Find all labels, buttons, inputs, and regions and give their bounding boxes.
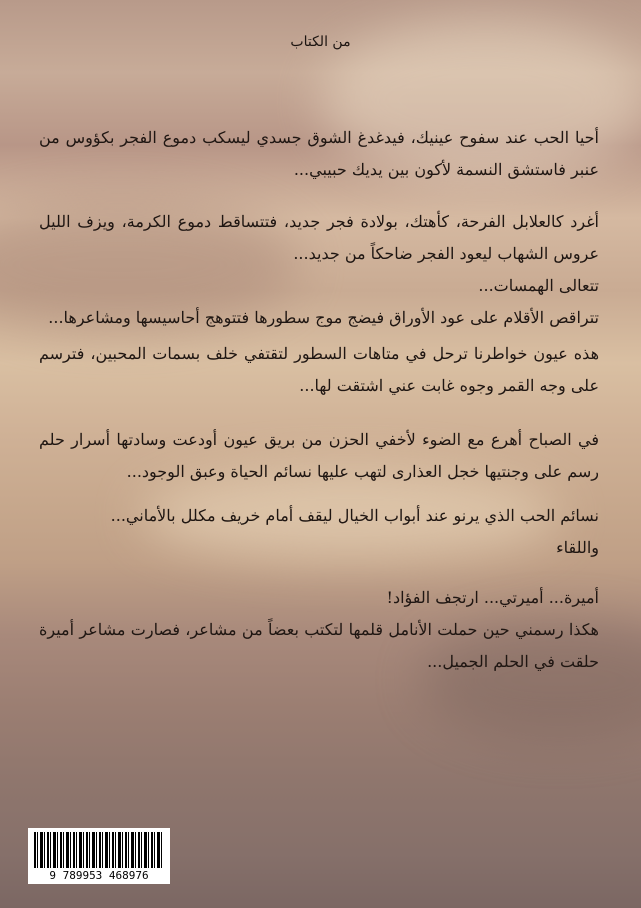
section-heading: من الكتاب	[290, 34, 351, 50]
isbn-barcode	[28, 828, 170, 884]
paragraph: أغرد كالعلابل الفرحة، كأهتك، بولادة فجر جديد، فتتساقط دموع الكرمة، ويزف الليل عروس الشهاب ليعود الفجر ضاحكاً من جديد...	[39, 212, 600, 263]
paragraph: نسائم الحب الذي يرنو عند أبواب الخيال ليقف أمام خريف مكلل بالأماني...	[110, 506, 599, 525]
paragraph: تتراقص الأقلام على عود الأوراق فيضج موج سطورها فتتوهج أحاسيسها ومشاعرها...	[48, 308, 599, 327]
paragraph: هكذا رسمني حين حملت الأنامل قلمها لتكتب بعضاً من مشاعر، فصارت مشاعر أميرة حلقت في الحلم الجميل...	[39, 620, 599, 671]
paragraph: في الصباح أهرع مع الضوء لأخفي الحزن من بريق عيون أودعت وسادتها أسرار حلم رسم على وجنتيها خجل العذارى لتهب عليها نسائم الحياة وعبق الوجود...	[39, 430, 599, 481]
paragraph: أميرة... أميرتي... ارتجف الفؤاد!	[386, 588, 599, 607]
paragraph: تتعالى الهمسات...	[478, 276, 599, 295]
isbn-number: 9 789953 468976	[49, 869, 149, 882]
paragraph: أحيا الحب عند سفوح عينيك، فيدغدغ الشوق جسدي ليسكب دموع الفجر بكؤوس من عنبر فاستشق النسمة لأكون بين يديك حبيبي...	[39, 128, 599, 179]
paragraph: واللقاء	[556, 538, 599, 557]
paragraph: هذه عيون خواطرنا ترحل في متاهات السطور لتقتفي خلف بسمات المحبين، فترسم على وجه القمر وجوه غابت عني اشتقت لها...	[39, 344, 599, 395]
barcode-bars	[34, 832, 164, 868]
